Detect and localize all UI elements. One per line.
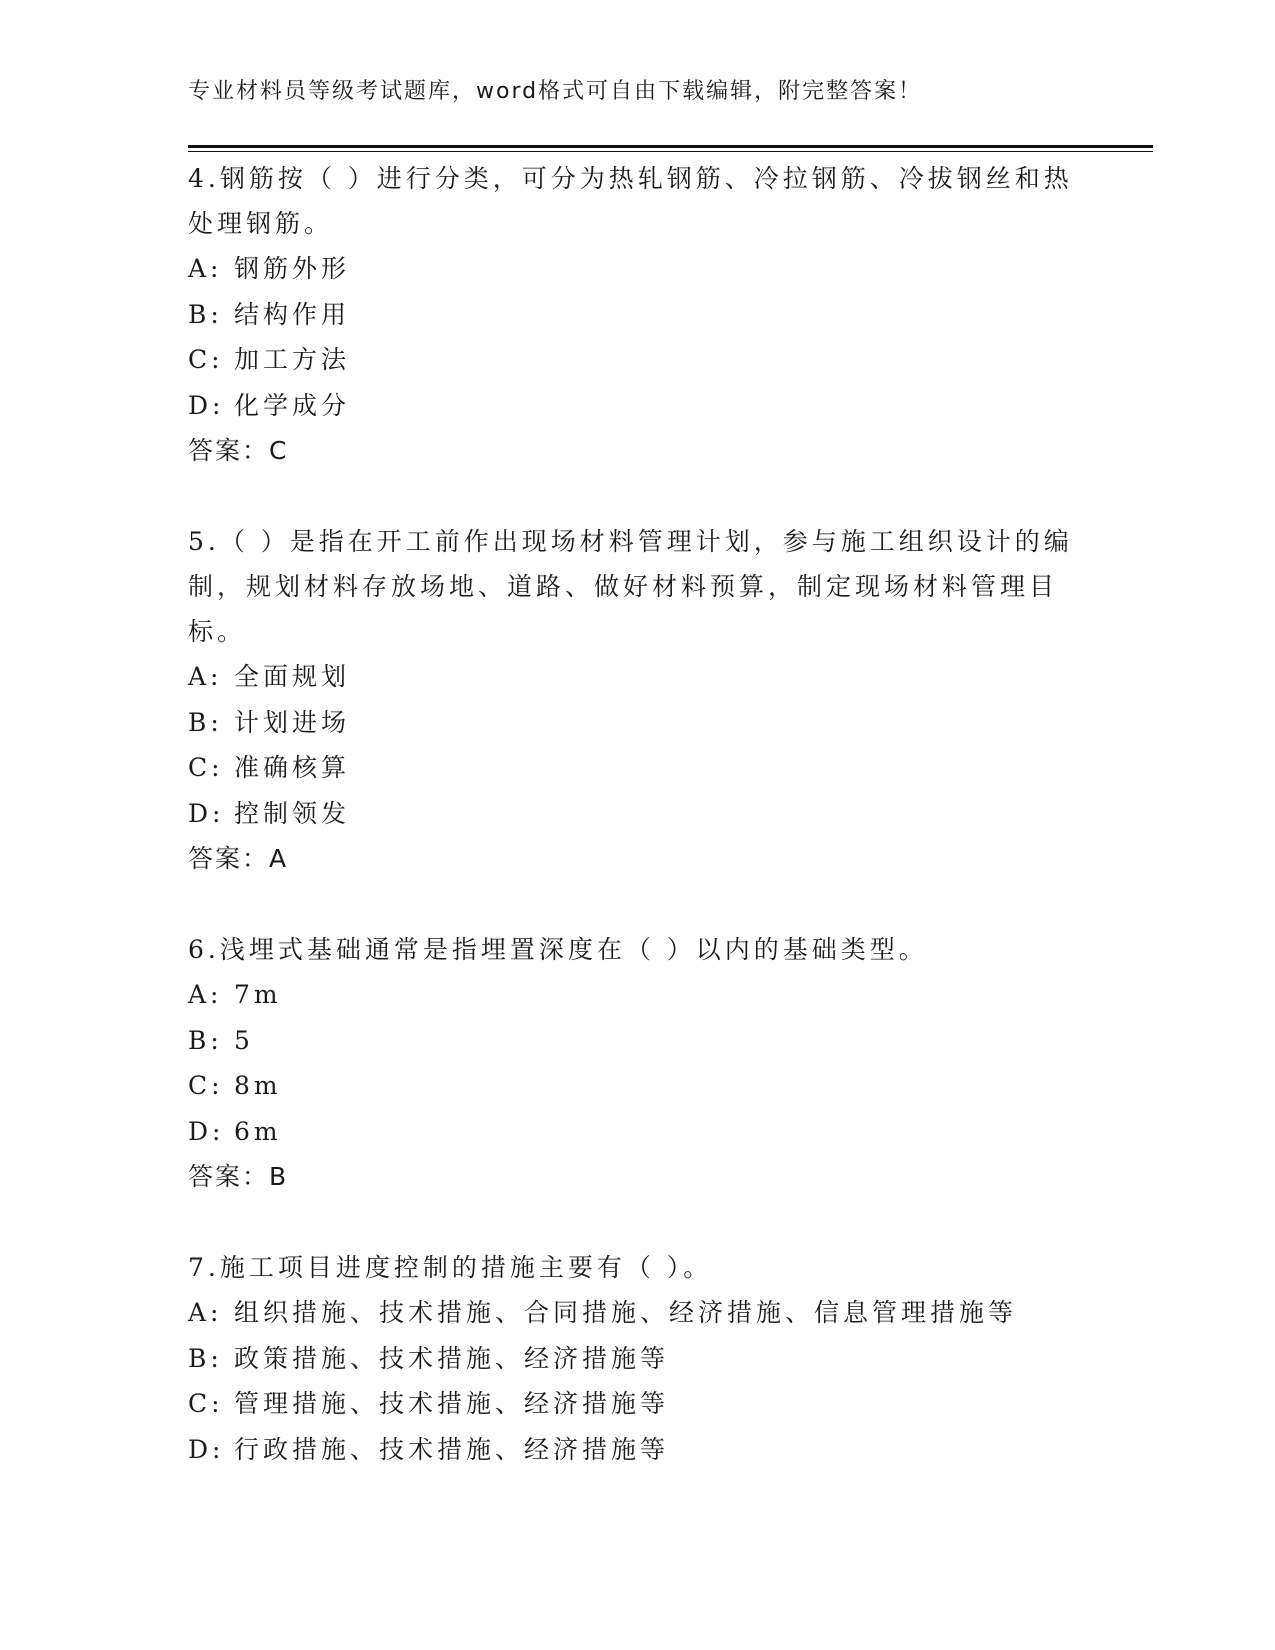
option-letter: A: [188, 1298, 223, 1327]
answer-line: 答案：A [188, 844, 289, 873]
option-text: 加工方法 [234, 345, 351, 374]
option-letter: D: [188, 1116, 225, 1146]
option-d [188, 383, 1088, 429]
option-d [188, 1109, 1088, 1155]
stem-line: 5.（ ）是指在开工前作出现场材料管理计划，参与施工组织设计的编 [188, 527, 1073, 556]
option-text: 6m [234, 1116, 282, 1146]
option-letter: C: [188, 345, 224, 374]
option-a [188, 972, 1088, 1018]
option-letter: A: [188, 980, 223, 1009]
stem-line: 标。 [188, 617, 247, 646]
stem-line: 4.钢筋按（ ）进行分类，可分为热轧钢筋、冷拉钢筋、冷拔钢丝和热 [188, 164, 1073, 193]
option-d [188, 791, 1088, 837]
option-d [188, 1427, 1088, 1473]
option-text: 控制领发 [234, 798, 351, 828]
option-letter: B: [188, 707, 223, 737]
page-header: 专业材料员等级考试题库，word格式可自由下载编辑，附完整答案！ [188, 79, 923, 104]
question-list [188, 156, 1088, 1518]
option-text: 钢筋外形 [234, 254, 351, 283]
option-c [188, 1063, 1088, 1109]
option-text: 组织措施、技术措施、合同措施、经济措施、信息管理措施等 [234, 1298, 1018, 1327]
answer-line: 答案：B [188, 1162, 289, 1191]
header-rule-thick [188, 145, 1153, 148]
stem-line: 处理钢筋。 [188, 209, 334, 238]
option-text: 7m [234, 980, 282, 1009]
option-b [188, 292, 1088, 338]
option-letter: D: [188, 1434, 225, 1464]
option-letter: A: [188, 662, 223, 691]
option-text: 行政措施、技术措施、经济措施等 [234, 1434, 670, 1464]
option-a [188, 1290, 1088, 1336]
option-letter: B: [188, 299, 223, 329]
question-stem [188, 156, 1088, 246]
option-letter: D: [188, 798, 225, 828]
option-text: 5 [234, 1025, 254, 1055]
option-letter: C: [188, 1071, 224, 1100]
question-stem [188, 1245, 1088, 1290]
option-c [188, 337, 1088, 383]
option-text: 8m [234, 1071, 282, 1100]
stem-line: 6.浅埋式基础通常是指埋置深度在（ ）以内的基础类型。 [188, 935, 928, 964]
option-b [188, 1336, 1088, 1382]
option-text: 管理措施、技术措施、经济措施等 [234, 1389, 670, 1418]
question-4 [188, 156, 1088, 473]
option-letter: B: [188, 1025, 223, 1055]
option-text: 结构作用 [234, 299, 351, 329]
option-a [188, 246, 1088, 292]
question-7 [188, 1245, 1088, 1472]
header-rule-thin [188, 151, 1153, 152]
option-letter: D: [188, 390, 225, 420]
question-stem [188, 927, 1088, 972]
option-c [188, 1381, 1088, 1427]
option-letter: A: [188, 254, 223, 283]
option-b [188, 1018, 1088, 1064]
option-text: 化学成分 [234, 390, 351, 420]
question-6 [188, 927, 1088, 1199]
question-stem [188, 519, 1088, 654]
option-letter: C: [188, 753, 224, 782]
stem-line: 7.施工项目进度控制的措施主要有（ ）。 [188, 1253, 713, 1282]
option-text: 计划进场 [234, 707, 351, 737]
stem-line: 制，规划材料存放场地、道路、做好材料预算，制定现场材料管理目 [188, 572, 1059, 601]
option-letter: C: [188, 1389, 224, 1418]
option-c [188, 745, 1088, 791]
question-5 [188, 519, 1088, 881]
option-text: 政策措施、技术措施、经济措施等 [234, 1343, 670, 1373]
option-text: 准确核算 [234, 753, 351, 782]
option-text: 全面规划 [234, 662, 351, 691]
answer-line: 答案：C [188, 436, 289, 465]
option-letter: B: [188, 1343, 223, 1373]
option-a [188, 654, 1088, 700]
option-b [188, 700, 1088, 746]
